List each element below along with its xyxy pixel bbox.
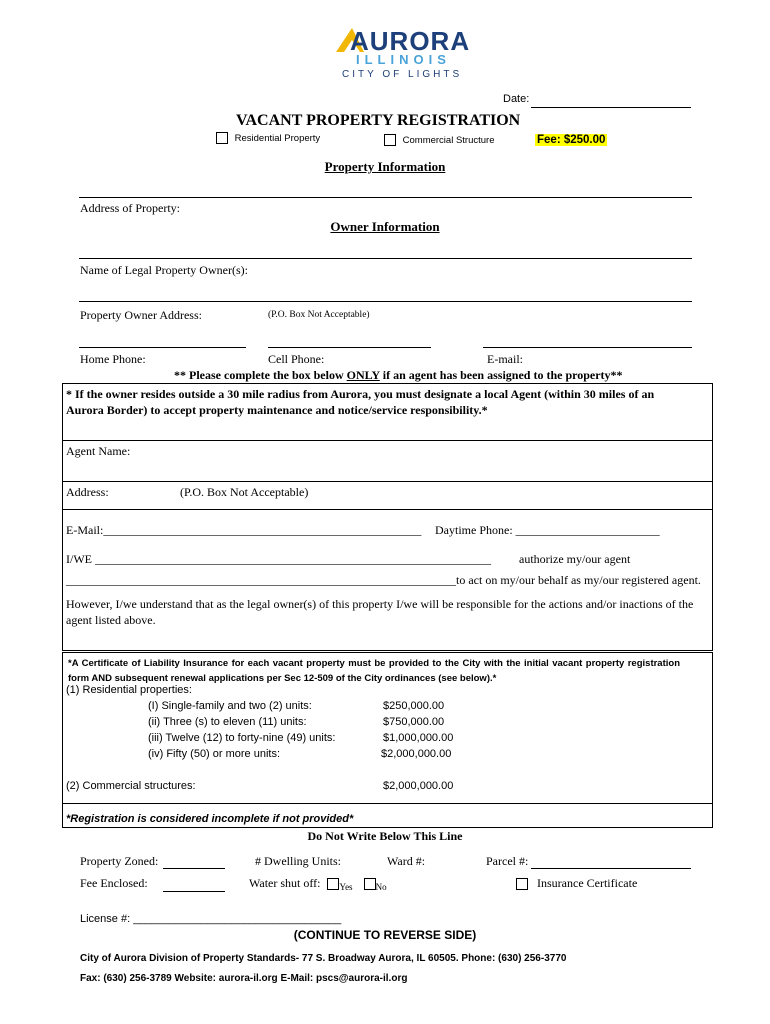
water-no-checkbox[interactable]: [364, 878, 376, 890]
residential-heading: (1) Residential properties:: [66, 684, 192, 696]
commercial-label: Commercial Structure: [402, 134, 495, 146]
cell-phone-field[interactable]: [268, 347, 431, 348]
water-label: Water shut off:: [249, 876, 321, 890]
coverage-row-2-label: (ii) Three (s) to eleven (11) units:: [148, 716, 307, 728]
insurance-cert-checkbox[interactable]: [516, 878, 528, 890]
cell-phone-label: Cell Phone:: [268, 352, 325, 366]
incomplete-note: *Registration is considered incomplete if not provided*: [66, 813, 354, 825]
coverage-row-1-label: (I) Single-family and two (2) units:: [148, 700, 312, 712]
owner-address-field[interactable]: [79, 301, 692, 302]
fee-enclosed-label: Fee Enclosed:: [80, 876, 148, 890]
coverage-row-3-amount: $1,000,000.00: [383, 732, 454, 744]
commercial-option[interactable]: [384, 134, 495, 146]
logo-state: ILLINOIS: [356, 52, 451, 67]
logo-tagline: CITY OF LIGHTS: [342, 69, 463, 80]
zoned-label: Property Zoned:: [80, 854, 159, 868]
agent-responsibility: However, I/we understand that as the legal owner(s) of this property I/we will be responsible for the actions and/or inactions of the agent listed above.: [66, 597, 694, 627]
footer-contact: Fax: (630) 256-3789 Website: aurora-il.org E-Mail: pscs@aurora-il.org: [80, 973, 408, 984]
iwe-field[interactable]: I/WE __________________________________________________________________: [66, 552, 491, 566]
water-shutoff: [249, 876, 387, 892]
footer-address: City of Aurora Division of Property Standards- 77 S. Broadway Aurora, IL 60505. Phone: (630) 256-3770: [80, 953, 567, 964]
aurora-logo: [330, 22, 475, 84]
agent-instruction: [174, 368, 623, 383]
date-label: Date:: [503, 93, 530, 105]
ward-label: Ward #:: [387, 854, 426, 868]
property-address-field[interactable]: [79, 197, 692, 198]
agent-daytime-phone-field[interactable]: Daytime Phone: ________________________: [435, 523, 660, 537]
owner-address-label: Property Owner Address:: [80, 308, 202, 322]
agent-instruction-post: if an agent has been assigned to the property**: [379, 368, 623, 382]
form-title: VACANT PROPERTY REGISTRATION: [236, 112, 521, 129]
logo-name: AURORA: [350, 26, 471, 56]
parcel-label: Parcel #:: [486, 854, 529, 868]
water-no-label: No: [375, 882, 387, 892]
agent-divider-2: [62, 481, 713, 482]
email-field[interactable]: [483, 347, 692, 348]
owner-name-field[interactable]: [79, 258, 692, 259]
residential-checkbox[interactable]: [216, 132, 228, 144]
agent-po-note: (P.O. Box Not Acceptable): [180, 485, 309, 499]
date-field[interactable]: [531, 107, 691, 108]
commercial-coverage-amount: $2,000,000.00: [383, 780, 454, 792]
license-field[interactable]: License #: __________________________________: [80, 913, 342, 925]
zoned-field[interactable]: [163, 868, 225, 869]
email-label: E-mail:: [487, 352, 523, 366]
residential-option[interactable]: [216, 132, 320, 144]
coverage-row-2-amount: $750,000.00: [383, 716, 445, 728]
fee-enclosed-field[interactable]: [163, 891, 225, 892]
agent-name-label: Agent Name:: [66, 444, 131, 458]
commercial-coverage-label: (2) Commercial structures:: [66, 780, 196, 792]
agent-address-label: Address:: [66, 485, 109, 499]
property-address-label: Address of Property:: [80, 201, 180, 215]
home-phone-label: Home Phone:: [80, 352, 146, 366]
continue-note: (CONTINUE TO REVERSE SIDE): [293, 928, 477, 942]
agent-line-field[interactable]: _________________________________________________________________: [66, 573, 456, 587]
agent-divider-3: [62, 509, 713, 510]
owner-po-note: (P.O. Box Not Acceptable): [268, 310, 370, 320]
owner-name-label: Name of Legal Property Owner(s):: [80, 263, 248, 277]
coverage-row-1-amount: $250,000.00: [383, 700, 445, 712]
agent-email-field[interactable]: E-Mail:_____________________________________________________: [66, 523, 422, 537]
coverage-row-3-label: (iii) Twelve (12) to forty-nine (49) units:: [148, 732, 336, 744]
fee-badge: Fee: $250.00: [537, 134, 606, 146]
water-yes-checkbox[interactable]: [327, 878, 339, 890]
water-yes-label: Yes: [339, 882, 353, 892]
coverage-row-4-amount: $2,000,000.00: [381, 748, 452, 760]
property-info-heading-text: Property Information: [324, 159, 446, 174]
office-use-heading: Do Not Write Below This Line: [307, 829, 463, 843]
act-text: to act on my/our behalf as my/our registered agent.: [456, 573, 701, 587]
insurance-cert-label: Insurance Certificate: [537, 876, 638, 890]
agent-instruction-pre: ** Please complete the box below: [174, 368, 347, 382]
insurance-cert-option[interactable]: [516, 876, 637, 891]
insurance-divider: [62, 803, 713, 804]
home-phone-field[interactable]: [79, 347, 246, 348]
authorize-text: authorize my/our agent: [519, 552, 631, 566]
agent-divider-1: [62, 440, 713, 441]
property-info-heading: [0, 159, 770, 175]
agent-notice: * If the owner resides outside a 30 mile radius from Aurora, you must designate a local Agent (within 30 miles of an Aurora Border) to accept property maintenance and notice/service responsibility.*: [66, 387, 655, 417]
agent-instruction-only: ONLY: [346, 368, 380, 382]
owner-info-heading-text: Owner Information: [330, 219, 440, 234]
residential-label: Residential Property: [234, 132, 321, 144]
commercial-checkbox[interactable]: [384, 134, 396, 146]
parcel-field[interactable]: [531, 868, 691, 869]
insurance-notice: *A Certificate of Liability Insurance for each vacant property must be provided to the City with the initial vacant property registration form AND subsequent renewal applications per Sec 12-509 of the City ordinances (see below).*: [68, 658, 680, 684]
owner-info-heading: [0, 219, 770, 235]
coverage-row-4-label: (iv) Fifty (50) or more units:: [148, 748, 281, 760]
dwelling-label: # Dwelling Units:: [255, 854, 341, 868]
